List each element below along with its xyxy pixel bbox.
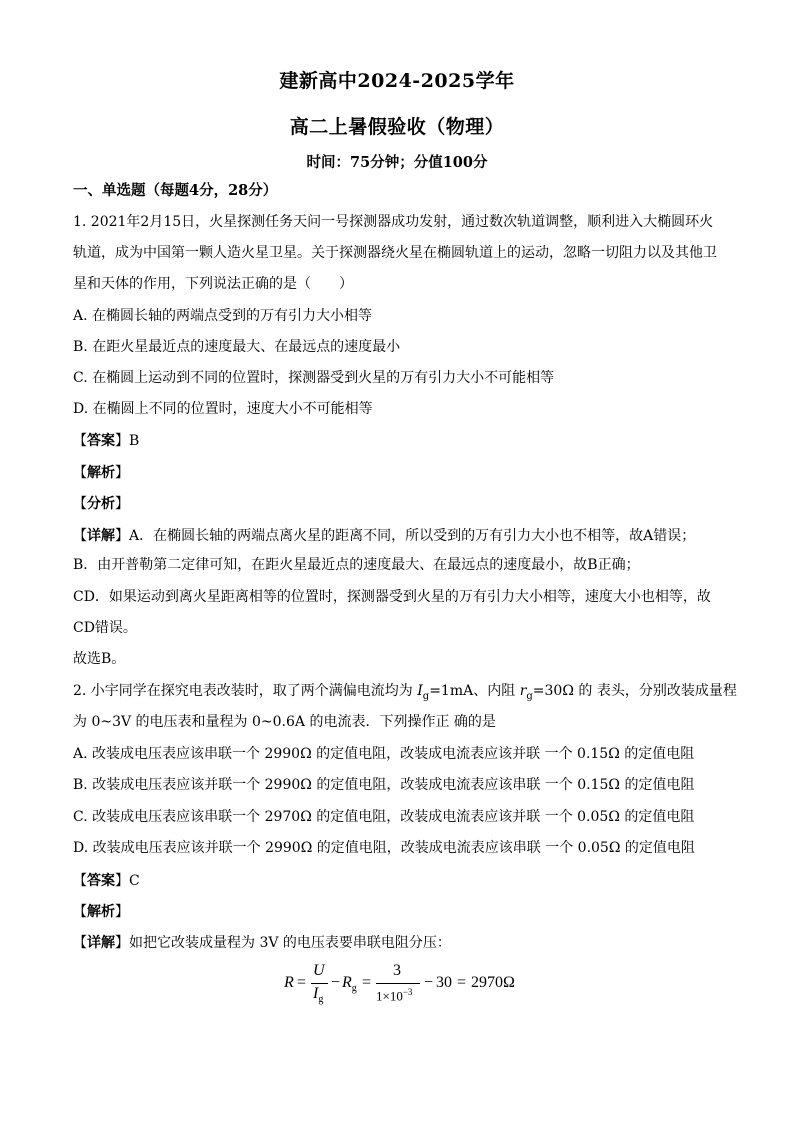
q1-detail-line-5: 故选B。	[73, 651, 126, 667]
formula-eq: =	[297, 974, 307, 991]
q2-option-c: C. 改装成电压表应该串联一个 2970Ω 的定值电阻，改装成电流表应该并联 一个 0.05Ω 的定值电阻	[73, 809, 695, 825]
symbol-sub: g	[422, 690, 430, 702]
q1-stem-line-2: 轨道，成为中国第一颗人造火星卫星。关于探测器绕火星在椭圆轨道上的运动，忽略一切阻力以及其他卫	[73, 245, 717, 261]
detail-text: A．在椭圆长轴的两端点离火星的距离不同，所以受到的万有引力大小也不相等，故A错误；	[129, 528, 696, 544]
q1-fenxi: 【分析】	[73, 496, 129, 512]
detail-tag: 详解	[87, 528, 115, 544]
q2-analysis: 【解析】	[73, 904, 129, 920]
q1-detail-line-2: B．由开普勒第二定律可知，在距火星最近点的速度最大、在最远点的速度最小，故B正确；	[73, 557, 640, 573]
formula	[284, 960, 544, 1010]
symbol-r: r	[519, 683, 527, 699]
q1-option-b: B. 在距火星最近点的速度最大、在最远点的速度最小	[73, 339, 401, 355]
answer-tag: 答案	[87, 433, 115, 449]
answer-value: C	[129, 873, 140, 889]
q2-option-a: A. 改装成电压表应该串联一个 2990Ω 的定值电阻，改装成电流表应该并联 一个 0.15Ω 的定值电阻	[73, 746, 695, 762]
formula-denominator	[376, 987, 412, 1004]
q1-option-c: C. 在椭圆上运动到不同的位置时，探测器受到火星的万有引力大小不可能相等	[73, 370, 555, 386]
q1-analysis: 【解析】	[73, 465, 129, 481]
formula-r: R	[342, 974, 352, 991]
symbol-sub: g	[526, 690, 533, 702]
formula-minus: −	[331, 974, 341, 991]
formula-sup: −3	[402, 987, 413, 997]
formula-three: 3	[393, 962, 401, 979]
q2-option-d: D. 改装成电压表应该并联一个 2990Ω 的定值电阻，改装成电流表应该串联 一个 0.05Ω 的定值电阻	[73, 840, 695, 856]
formula-thirty: 30	[436, 974, 452, 991]
formula-eq: =	[362, 974, 372, 991]
q2-stem-part: 2. 小宇同学在探究电表改装时，取了两个满偏电流均为	[73, 683, 418, 699]
formula-ig	[313, 985, 323, 1005]
fraction-bar	[376, 983, 420, 984]
formula-rg	[342, 974, 357, 994]
fenxi-tag: 分析	[87, 496, 115, 512]
analysis-tag: 解析	[87, 904, 115, 920]
q2-stem-part: =1mA、内阻	[429, 683, 520, 699]
q1-stem-line-1: 1. 2021年2月15日，火星探测任务天问一号探测器成功发射，通过数次轨道调整，顺利进入大椭圆环火	[73, 214, 714, 230]
fraction-bar	[311, 983, 328, 984]
q1-answer: 【答案】B	[73, 433, 140, 449]
answer-tag: 答案	[87, 873, 115, 889]
q1-option-a: A. 在椭圆长轴的两端点受到的万有引力大小相等	[73, 308, 373, 324]
formula-i: I	[313, 985, 319, 1002]
formula-r: R	[284, 974, 294, 991]
detail-text: 如把它改装成量程为 3V 的电压表要串联电阻分压：	[129, 935, 451, 951]
symbol-i: I	[417, 683, 423, 699]
analysis-tag: 解析	[87, 465, 115, 481]
exam-info: 时间：75分钟；分值100分	[306, 154, 488, 171]
formula-minus: −	[424, 974, 434, 991]
q1-option-d: D. 在椭圆上不同的位置时，速度大小不可能相等	[73, 401, 373, 417]
detail-tag: 详解	[87, 935, 115, 951]
formula-sub: g	[351, 983, 357, 995]
exam-title: 建新高中2024-2025学年	[279, 70, 515, 92]
exam-subtitle: 高二上暑假验收（物理）	[289, 116, 505, 138]
q1-stem-line-3: 星和天体的作用，下列说法正确的是（ ）	[73, 276, 353, 292]
q2-stem-part: =30Ω 的 表头，分别改装成量程	[532, 683, 737, 699]
q1-detail-line-4: CD错误。	[73, 620, 137, 636]
formula-u: U	[313, 962, 325, 979]
formula-result: 2970Ω	[471, 974, 515, 991]
q2-stem-line-2: 为 0~3V 的电压表和量程为 0~0.6A 的电流表．下列操作正 确的是	[73, 714, 496, 730]
q2-option-b: B. 改装成电压表应该并联一个 2990Ω 的定值电阻，改装成电流表应该串联 一个 0.15Ω 的定值电阻	[73, 777, 695, 793]
section-heading: 一、单选题（每题4分，28分）	[73, 182, 278, 199]
q2-stem-line-1	[73, 682, 737, 706]
answer-value: B	[129, 433, 140, 449]
q1-detail-line-1: 【详解】A．在椭圆长轴的两端点离火星的距离不同，所以受到的万有引力大小也不相等，故A错误；	[73, 528, 696, 544]
formula-eq: =	[457, 974, 467, 991]
q2-answer: 【答案】C	[73, 873, 140, 889]
formula-sub: g	[318, 994, 324, 1006]
formula-den: 1×10	[376, 988, 403, 1004]
q2-detail: 【详解】如把它改装成量程为 3V 的电压表要串联电阻分压：	[73, 935, 451, 951]
q1-detail-line-3: CD．如果运动到离火星距离相等的位置时，探测器受到火星的万有引力大小相等，速度大小也相等，故	[73, 589, 711, 605]
